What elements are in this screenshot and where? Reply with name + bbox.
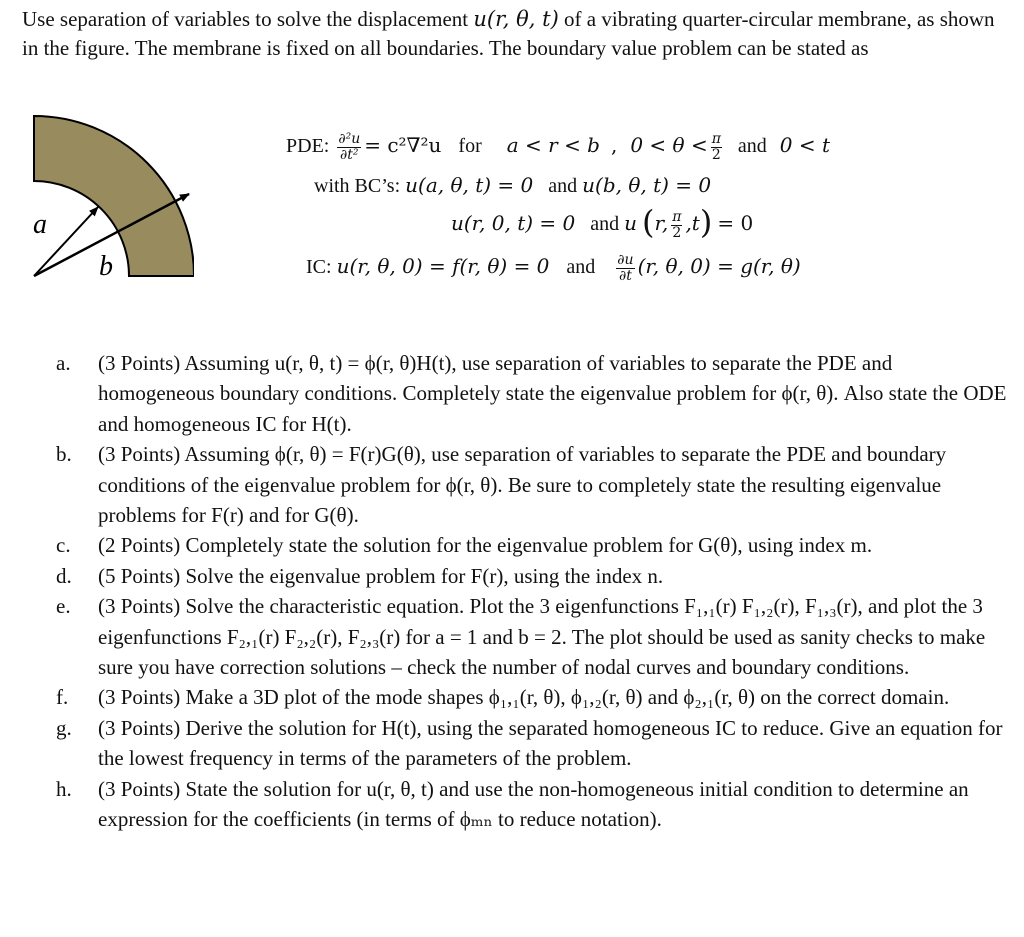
and-word-3: and	[590, 213, 620, 235]
problem-intro	[22, 5, 1014, 63]
domain-comma: ,	[610, 133, 618, 157]
part-a	[56, 348, 1014, 439]
membrane-region	[34, 116, 194, 276]
question-parts-list	[56, 348, 1014, 835]
ic-label: IC:	[306, 256, 332, 278]
and-word-4: and	[566, 256, 596, 278]
pde-line	[286, 131, 830, 163]
right-paren: )	[699, 203, 713, 241]
intro-u-function: u(r, θ, t)	[473, 7, 559, 31]
domain-r: a < r < b	[506, 133, 600, 157]
label-b: b	[99, 251, 113, 282]
left-paren: (	[642, 203, 655, 241]
part-text: (3 Points) Derive the solution for H(t), using the separated homogeneous IC to reduce. Give an equation for the lowest frequency in terms of the parameters of the problem.	[98, 715, 1003, 771]
pde-rhs: = c²∇²u	[364, 133, 442, 157]
part-label: c.	[56, 533, 71, 558]
domain-theta: 0 < θ <	[630, 133, 708, 157]
part-text: (3 Points) Make a 3D plot of the mode shapes ϕ₁,₁(r, θ), ϕ₁,₂(r, θ) and ϕ₂,₁(r, θ) on the correct domain.	[98, 685, 950, 710]
ic-velocity: (r, θ, 0) = g(r, θ)	[637, 254, 801, 278]
pi-over-two-arg	[671, 210, 682, 241]
bc-theta-zero: u(r, 0, t) = 0	[451, 211, 576, 235]
part-label: b.	[56, 442, 72, 467]
intro-text-2: of a vibrating quarter-circular membrane, as shown in the figure. The membrane is fixed on all boundaries. The boundary value problem can be stated as	[22, 7, 995, 60]
part-g	[56, 713, 1014, 774]
ic-line	[306, 252, 801, 284]
intro-text-1: Use separation of variables to solve the displacement	[22, 7, 474, 31]
pi-numerator-2: π	[672, 208, 682, 225]
part-text: (3 Points) Assuming ϕ(r, θ) = F(r)G(θ), use separation of variables to separate the PDE and boundary conditions of the eigenvalue problem for ϕ(r, θ). Be sure to completely state the resulting eigenvalue problems for F(r) and for G(θ).	[98, 442, 947, 528]
part-text: (3 Points) Solve the characteristic equation. Plot the 3 eigenfunctions F₁,₁(r) F₁,₂(r), F₁,₃(r), and plot the 3 eigenfunctions F₂,₁(r) F₂,₂(r), F₂,₃(r) for a = 1 and b = 2. The plot should be used as sanity checks to make sure you have correction solutions – check the number of nodal curves and boundary conditions.	[98, 594, 986, 680]
pde-label: PDE:	[286, 135, 330, 157]
bc-u-b: u(b, θ, t) = 0	[582, 173, 712, 197]
part-label: d.	[56, 563, 72, 588]
part-label: f.	[56, 685, 69, 710]
quarter-annulus-figure	[14, 104, 194, 284]
dt-denominator: ∂t	[618, 267, 632, 284]
part-text: (5 Points) Solve the eigenvalue problem for F(r), using the index n.	[98, 563, 664, 588]
domain-t: 0 < t	[779, 133, 831, 157]
part-label: e.	[56, 594, 71, 619]
frac-numerator: ∂²u	[338, 130, 361, 147]
and-word-2: and	[548, 175, 578, 197]
bc-theta-half-pi-u: u	[624, 211, 638, 235]
part-label: a.	[56, 351, 71, 375]
pi-numerator: π	[711, 130, 721, 147]
bc-r-arg: r,	[654, 211, 669, 235]
part-f	[56, 682, 1014, 712]
bc-line-2	[451, 203, 754, 241]
with-bcs-label: with BC’s:	[314, 175, 401, 197]
du-numerator: ∂u	[617, 251, 634, 268]
part-text: (2 Points) Completely state the solution for the eigenvalue problem for G(θ), using index m.	[98, 533, 873, 558]
part-c	[56, 530, 1014, 560]
label-a: a	[33, 209, 47, 240]
pi-denominator: 2	[711, 146, 721, 163]
part-label: g.	[56, 715, 72, 740]
bc-equals-zero: = 0	[717, 211, 754, 235]
part-text: (3 Points) Assuming u(r, θ, t) = ϕ(r, θ)H(t), use separation of variables to separate the PDE and homogeneous boundary conditions. Completely state the eigenvalue problem for ϕ(r, θ). Also state the ODE and homogeneous IC for H(t).	[98, 351, 1007, 436]
for-word: for	[458, 135, 482, 157]
part-b	[56, 439, 1014, 530]
bc-u-a: u(a, θ, t) = 0	[405, 173, 534, 197]
pi-over-two	[711, 132, 722, 163]
part-h	[56, 774, 1014, 835]
pi-denominator-2: 2	[672, 224, 682, 241]
first-time-derivative	[616, 253, 634, 284]
bc-line-1	[314, 171, 711, 200]
part-e	[56, 591, 1014, 682]
second-time-derivative	[337, 132, 361, 163]
part-text: (3 Points) State the solution for u(r, θ, t) and use the non-homogeneous initial condition to determine an expression for the coefficients (in terms of ϕₘₙ to reduce notation).	[98, 776, 969, 832]
part-d	[56, 561, 1014, 591]
frac-denominator: ∂t²	[340, 146, 359, 163]
ic-displacement: u(r, θ, 0) = f(r, θ) = 0	[336, 254, 550, 278]
part-label: h.	[56, 776, 72, 801]
bc-t-arg: ,t	[685, 211, 700, 235]
and-word-1: and	[737, 135, 767, 157]
